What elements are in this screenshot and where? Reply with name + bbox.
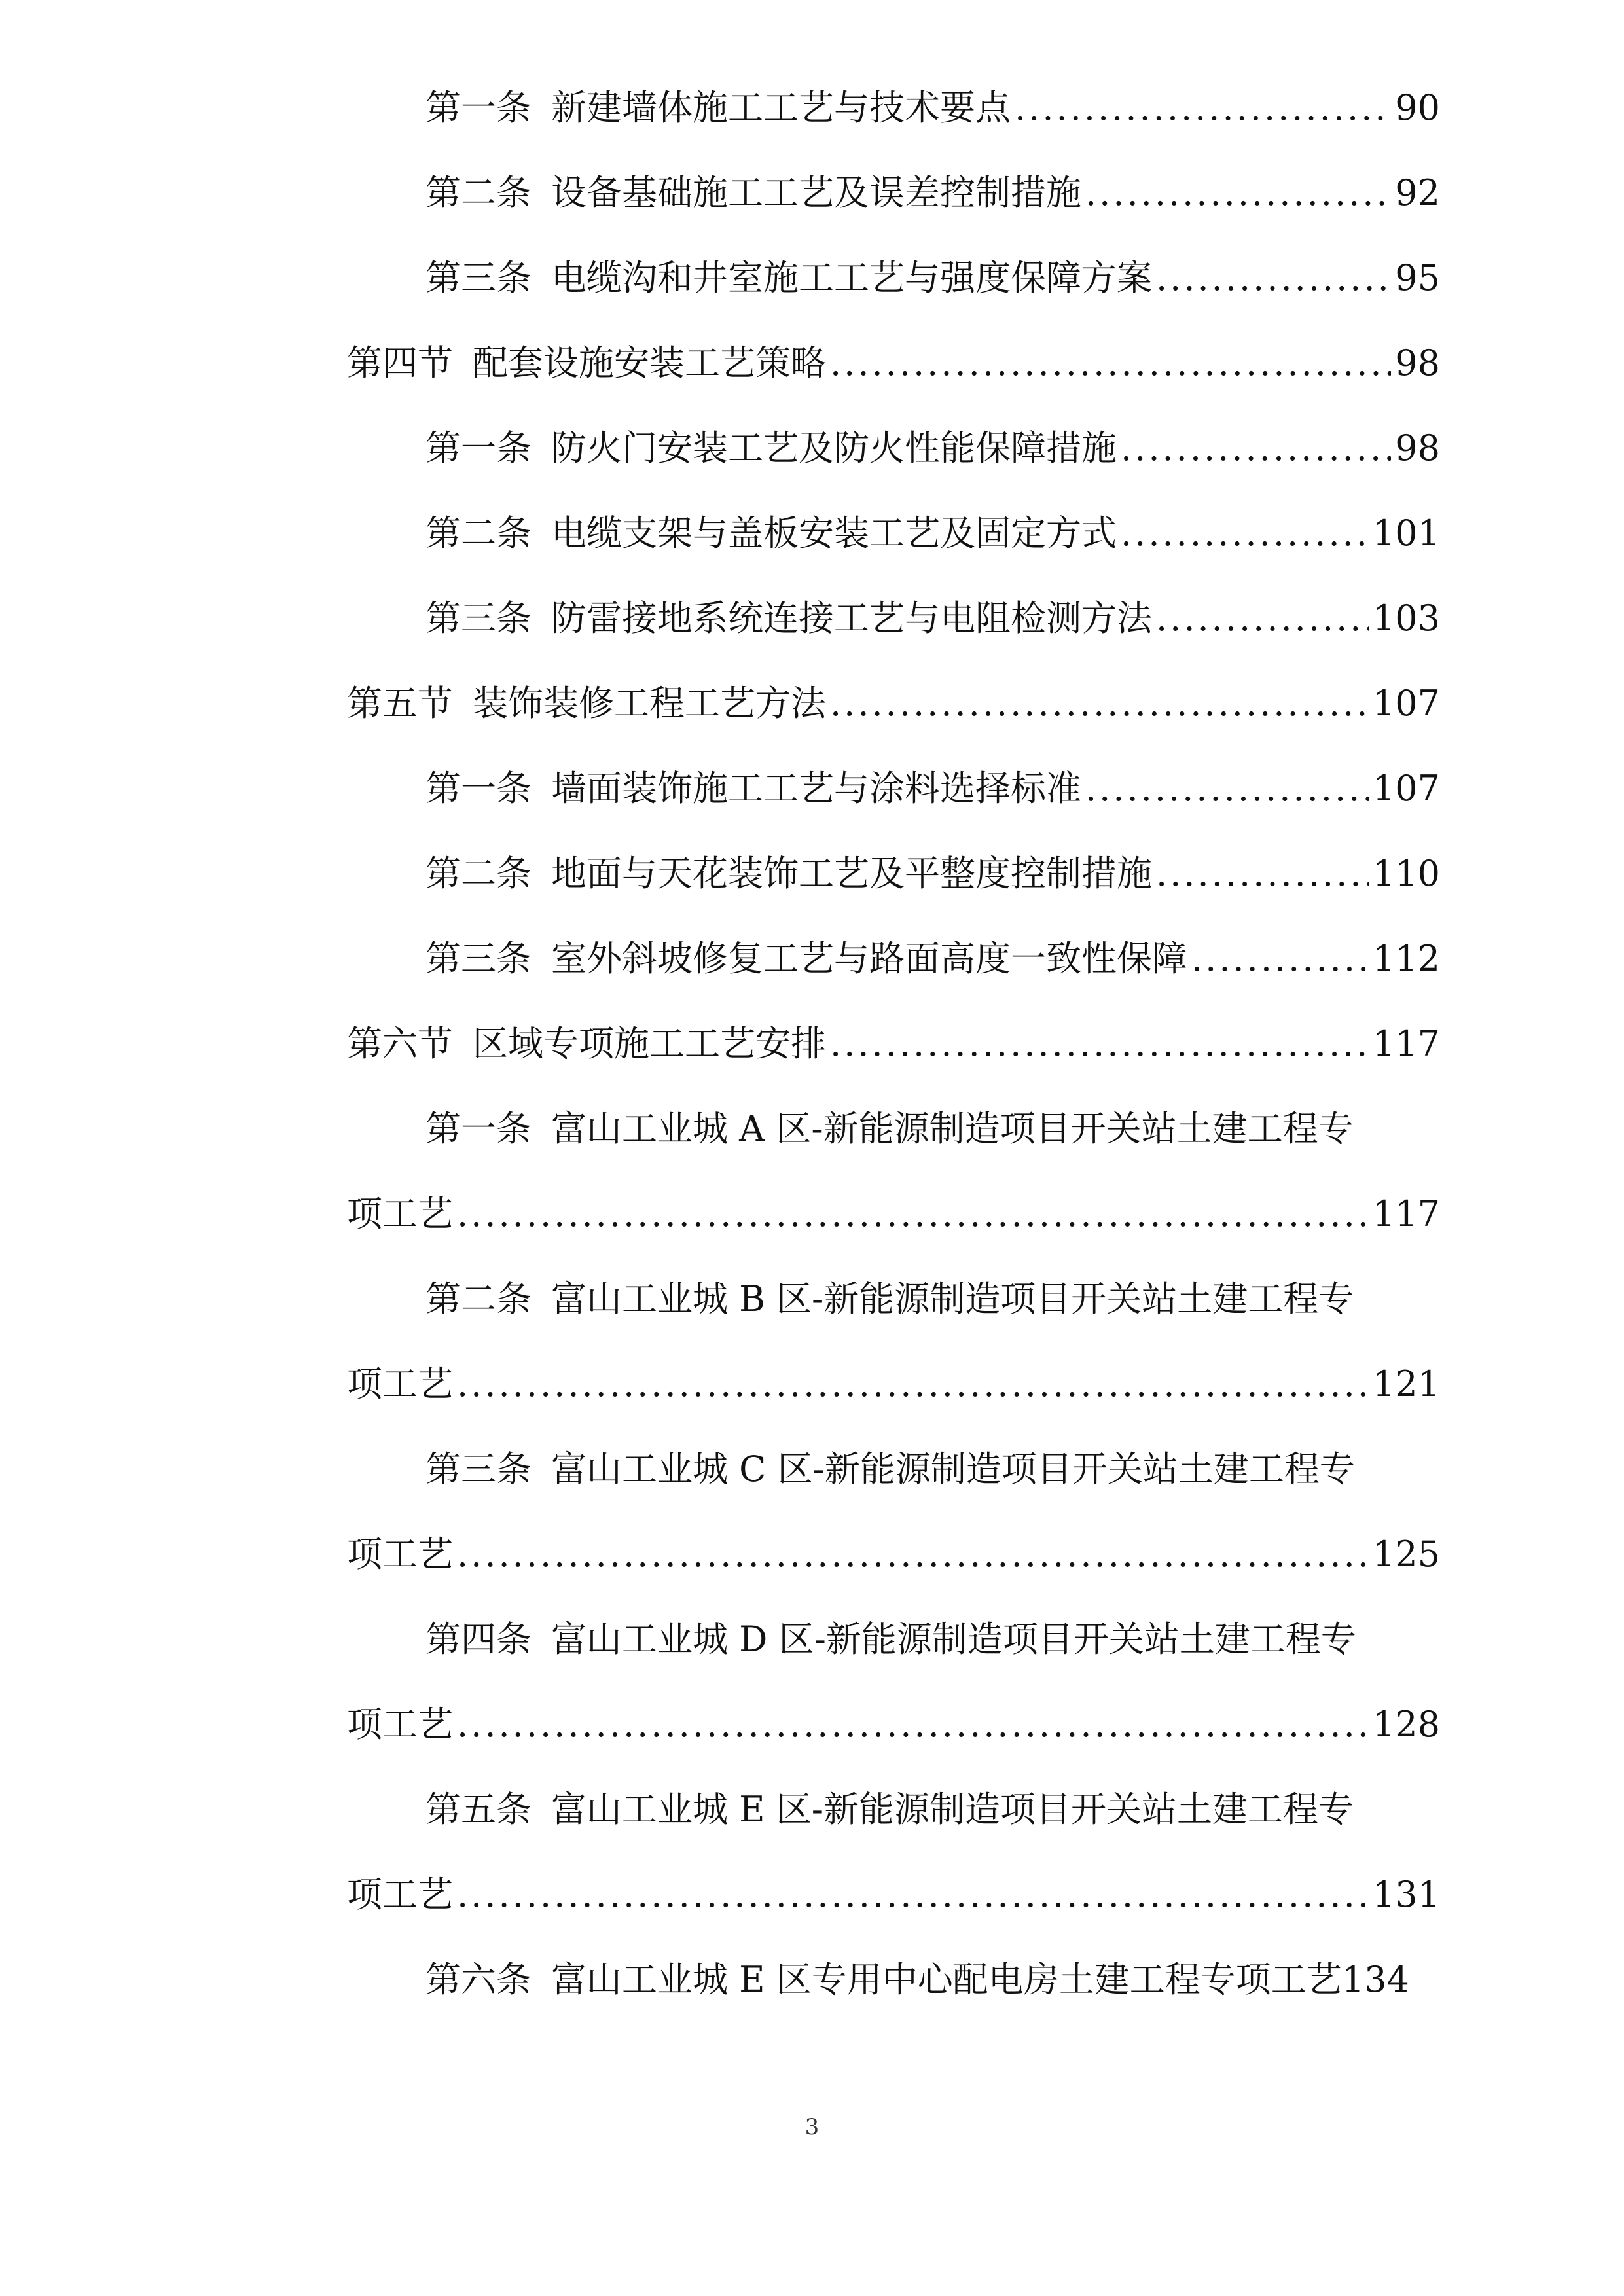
- toc-entry-title: 地面与天花装饰工艺及平整度控制措施: [551, 853, 1152, 894]
- toc-section-title: 装饰装修工程工艺方法: [473, 683, 826, 724]
- dot-leader: [1085, 746, 1369, 831]
- toc-entry-page: 128: [1372, 1704, 1440, 1745]
- toc-entry-title-cont: 项工艺: [347, 1363, 453, 1405]
- toc-entry-prefix: 第五条: [425, 1789, 532, 1830]
- toc-section-page: 117: [1372, 1023, 1440, 1064]
- toc-entry-prefix: 第三条: [425, 938, 532, 979]
- toc-entry-page: 92: [1395, 172, 1440, 213]
- toc-entry[interactable]: [347, 65, 1440, 151]
- toc-entry[interactable]: [347, 576, 1440, 661]
- toc-entry-page: 121: [1372, 1363, 1440, 1405]
- dot-leader: [457, 1172, 1369, 1257]
- toc-entry-page: 134: [1341, 1959, 1409, 2000]
- toc-entry-prefix: 第三条: [425, 1448, 532, 1490]
- dot-leader: [830, 1001, 1369, 1086]
- toc-entry-page: 125: [1372, 1534, 1440, 1575]
- dot-leader: [1085, 151, 1391, 236]
- toc-entry-line1[interactable]: [347, 1086, 1440, 1172]
- dot-leader: [830, 321, 1391, 406]
- toc-entry-title: 富山工业城 C 区-新能源制造项目开关站土建工程专: [551, 1448, 1355, 1490]
- dot-leader: [1121, 406, 1391, 491]
- dot-leader: [1015, 65, 1391, 151]
- toc-entry[interactable]: [347, 1937, 1440, 2022]
- toc-entry-page: 95: [1395, 257, 1440, 298]
- toc-entry-line2[interactable]: [347, 1512, 1440, 1597]
- dot-leader: [1156, 236, 1391, 321]
- toc-entry-title: 设备基础施工工艺及误差控制措施: [551, 172, 1081, 213]
- dot-leader: [1156, 576, 1369, 661]
- toc-entry-prefix: 第二条: [425, 1278, 532, 1319]
- page-number: 3: [804, 2114, 820, 2140]
- toc-entry-title: 防雷接地系统连接工艺与电阻检测方法: [551, 598, 1152, 639]
- toc-entry-title: 墙面装饰施工工艺与涂料选择标准: [551, 768, 1081, 809]
- toc-entry-line2[interactable]: [347, 1682, 1440, 1767]
- toc-entry-prefix: 第二条: [425, 512, 532, 554]
- toc-entry-page: 117: [1372, 1193, 1440, 1234]
- dot-leader: [457, 1342, 1369, 1427]
- toc-entry-page: 110: [1372, 853, 1440, 894]
- toc-entry-line2[interactable]: [347, 1172, 1440, 1257]
- toc-entry-title: 新建墙体施工工艺与技术要点: [551, 87, 1011, 128]
- toc-entry-title: 富山工业城 E 区-新能源制造项目开关站土建工程专: [551, 1789, 1354, 1830]
- dot-leader: [1121, 491, 1369, 576]
- toc-section[interactable]: [347, 661, 1440, 746]
- toc-entry-prefix: 第一条: [425, 768, 532, 809]
- toc-entry-page: 107: [1372, 768, 1440, 809]
- toc-entry-line1[interactable]: [347, 1427, 1440, 1512]
- toc-entry-line1[interactable]: [347, 1597, 1440, 1682]
- toc-entry-prefix: 第一条: [425, 427, 532, 469]
- toc-entry-title: 电缆支架与盖板安装工艺及固定方式: [551, 512, 1117, 554]
- toc-entry-page: 103: [1372, 598, 1440, 639]
- toc-section-title: 区域专项施工工艺安排: [473, 1023, 826, 1064]
- toc-entry-prefix: 第三条: [425, 257, 532, 298]
- dot-leader: [1191, 916, 1369, 1001]
- toc-entry[interactable]: [347, 916, 1440, 1001]
- toc-entry-line2[interactable]: [347, 1852, 1440, 1937]
- toc-section[interactable]: [347, 1001, 1440, 1086]
- dot-leader: [457, 1852, 1369, 1937]
- toc-section-prefix: 第四节: [347, 342, 453, 384]
- dot-leader: [1156, 831, 1369, 916]
- toc-section-prefix: 第六节: [347, 1023, 453, 1064]
- toc-entry-page: 98: [1395, 427, 1440, 469]
- toc-entry-line2[interactable]: [347, 1342, 1440, 1427]
- toc-entry-title: 电缆沟和井室施工工艺与强度保障方案: [551, 257, 1152, 298]
- toc-entry-title-cont: 项工艺: [347, 1874, 453, 1915]
- toc-entry-page: 101: [1372, 512, 1440, 554]
- toc-entry-title: 富山工业城 A 区-新能源制造项目开关站土建工程专: [551, 1108, 1354, 1149]
- toc-entry-line1[interactable]: [347, 1257, 1440, 1342]
- toc-section-prefix: 第五节: [347, 683, 453, 724]
- toc-entry-title: 防火门安装工艺及防火性能保障措施: [551, 427, 1117, 469]
- toc-entry[interactable]: [347, 406, 1440, 491]
- toc-entry-title-cont: 项工艺: [347, 1534, 453, 1575]
- toc-entry[interactable]: [347, 491, 1440, 576]
- toc-entry-prefix: 第三条: [425, 598, 532, 639]
- toc-entry-title: 室外斜坡修复工艺与路面高度一致性保障: [551, 938, 1187, 979]
- toc-entry[interactable]: [347, 831, 1440, 916]
- dot-leader: [830, 661, 1369, 746]
- dot-leader: [457, 1512, 1369, 1597]
- toc-entry[interactable]: [347, 746, 1440, 831]
- table-of-contents: [347, 65, 1440, 2022]
- toc-entry-page: 90: [1395, 87, 1440, 128]
- toc-entry-prefix: 第一条: [425, 1108, 532, 1149]
- toc-entry-page: 131: [1372, 1874, 1440, 1915]
- toc-entry-line1[interactable]: [347, 1767, 1440, 1852]
- toc-entry-prefix: 第二条: [425, 853, 532, 894]
- toc-entry-title: 富山工业城 D 区-新能源制造项目开关站土建工程专: [551, 1619, 1356, 1660]
- toc-entry-title: 富山工业城 B 区-新能源制造项目开关站土建工程专: [551, 1278, 1354, 1319]
- toc-entry-title-cont: 项工艺: [347, 1193, 453, 1234]
- toc-entry[interactable]: [347, 236, 1440, 321]
- dot-leader: [457, 1682, 1369, 1767]
- toc-entry-page: 112: [1372, 938, 1440, 979]
- toc-section[interactable]: [347, 321, 1440, 406]
- toc-entry-title-cont: 项工艺: [347, 1704, 453, 1745]
- toc-entry-prefix: 第一条: [425, 87, 532, 128]
- toc-entry-prefix: 第六条: [425, 1959, 532, 2000]
- toc-section-page: 98: [1395, 342, 1440, 384]
- toc-entry-prefix: 第二条: [425, 172, 532, 213]
- toc-entry-prefix: 第四条: [425, 1619, 532, 1660]
- toc-entry[interactable]: [347, 151, 1440, 236]
- toc-section-page: 107: [1372, 683, 1440, 724]
- toc-entry-title: 富山工业城 E 区专用中心配电房土建工程专项工艺: [551, 1959, 1342, 2000]
- toc-section-title: 配套设施安装工艺策略: [473, 342, 826, 384]
